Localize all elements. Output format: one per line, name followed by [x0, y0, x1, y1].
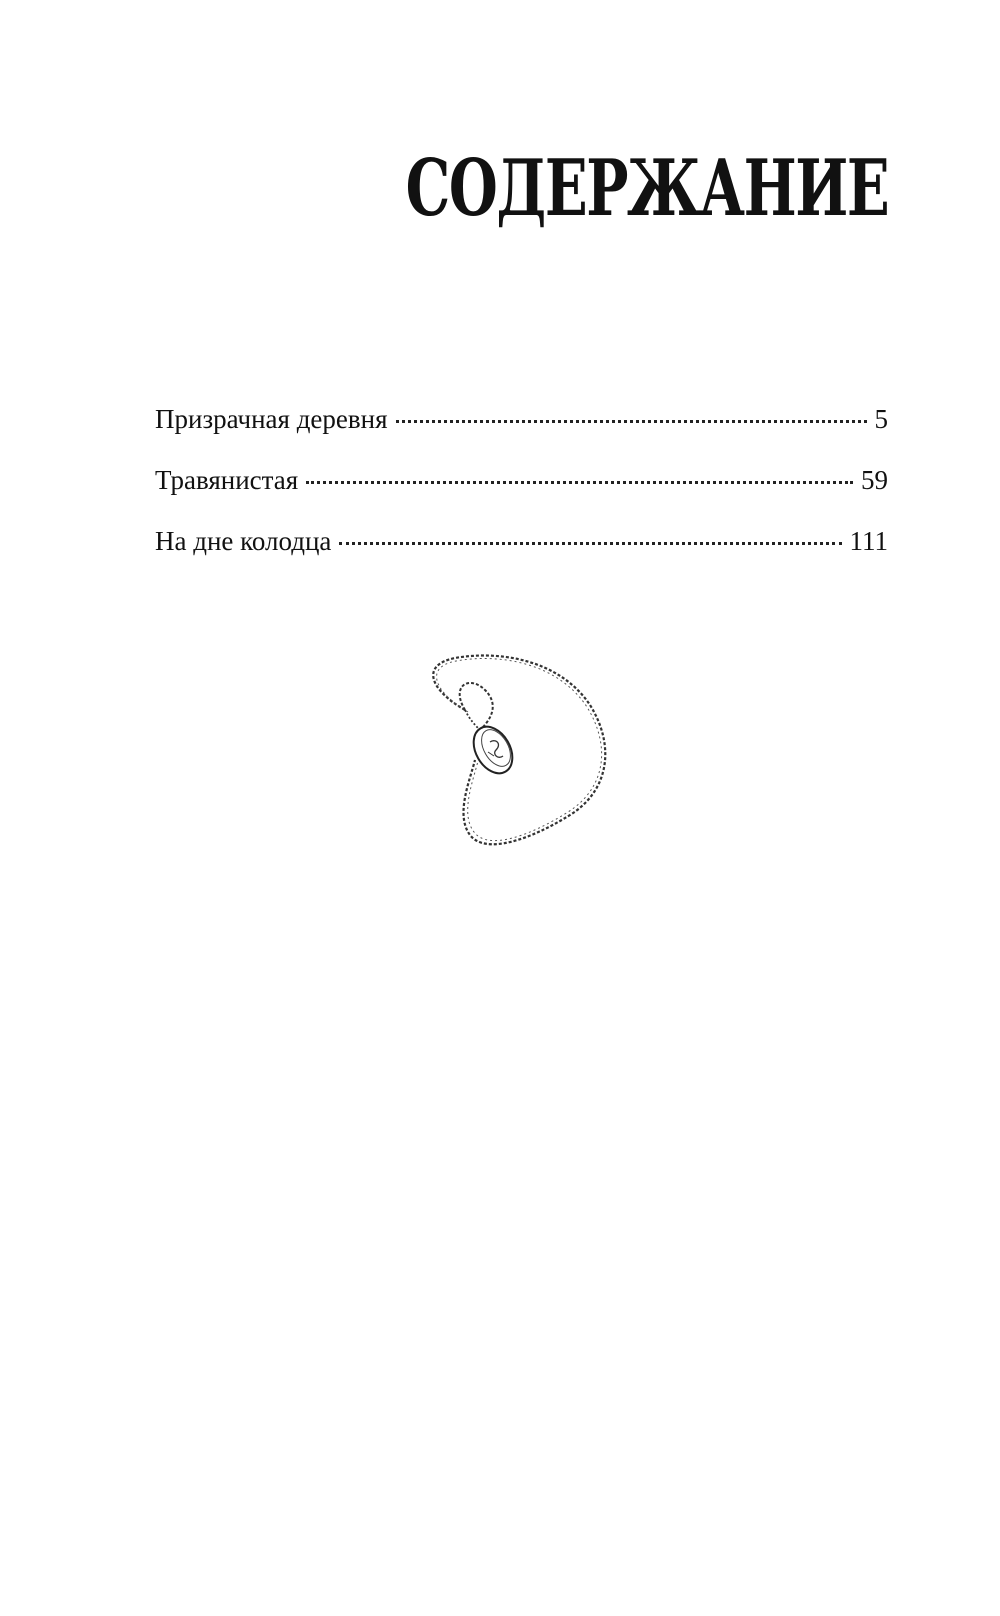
page-title: СОДЕРЖАНИЕ: [405, 143, 888, 234]
toc-dot-leader: [339, 542, 841, 545]
toc-entry-title: Призрачная деревня: [155, 404, 388, 434]
toc-entry-1[interactable]: [155, 406, 888, 467]
pendant-necklace-icon: [410, 650, 625, 850]
toc-entry-2[interactable]: [155, 467, 888, 528]
toc-entry-page: 111: [849, 526, 888, 556]
toc-dot-leader: [306, 481, 853, 484]
toc-entry-title: Травянистая: [155, 465, 299, 495]
toc-entry-3[interactable]: [155, 528, 888, 589]
toc-entry-title: На дне колодца: [155, 526, 332, 556]
table-of-contents: [155, 406, 888, 589]
toc-entry-page: 59: [861, 465, 888, 495]
toc-dot-leader: [396, 420, 867, 423]
toc-entry-page: 5: [874, 404, 888, 434]
